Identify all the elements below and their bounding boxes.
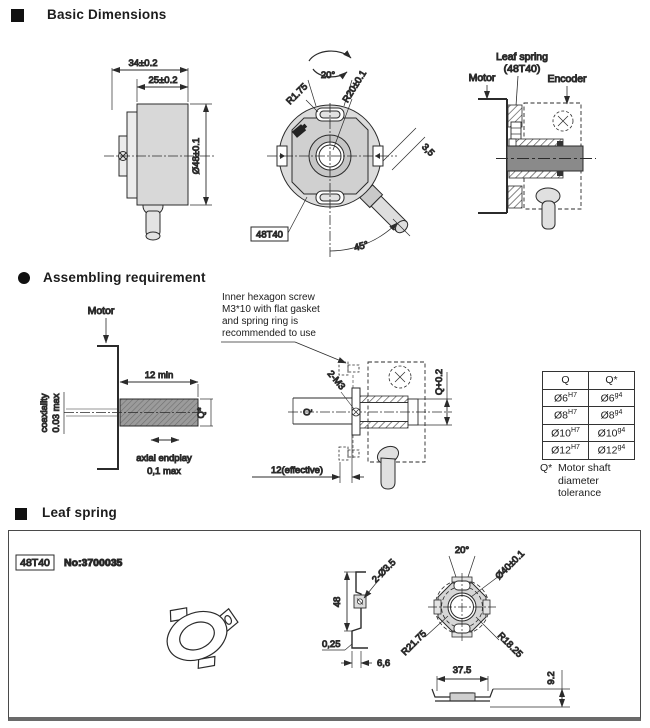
leaf-dim-dia: Ø40±0.1	[493, 548, 527, 582]
front-view-drawing	[251, 51, 436, 258]
leaf-part-no: No:3700035	[64, 557, 123, 569]
cell-q-6: $Ø6^{H7}$	[543, 389, 589, 407]
table-row	[543, 389, 635, 407]
note-line-2: M3*10 with flat gasket	[222, 304, 320, 315]
cell-q-10: $Ø10^{H7}$	[543, 424, 589, 442]
dim-2m3: 2-M3	[324, 368, 348, 393]
note-line-1: Inner hexagon screw	[222, 292, 315, 303]
dim-12min: 12 min	[144, 370, 174, 381]
dim-r175: R1.75	[284, 81, 311, 108]
label-encoder: Encoder	[547, 73, 587, 85]
dim-thickness: 0,25	[322, 639, 341, 650]
leaf-spring-frame	[8, 530, 641, 721]
dim-effective: 12(effective)	[270, 465, 324, 476]
label-motor: Motor	[468, 72, 496, 84]
dim-width-375: 37.5	[452, 665, 472, 676]
dim-offset: 6,6	[377, 658, 391, 669]
table-row	[543, 407, 635, 425]
label-endplay: axial endplay	[136, 453, 192, 464]
label-endplay-value: 0,1 max	[147, 466, 181, 477]
dim-q-fit: Q+0.2	[434, 368, 445, 396]
dim-dia48: Ø48±0.1	[191, 137, 202, 175]
table-note-line3: tolerance	[558, 487, 602, 499]
dim-48: 48	[332, 596, 343, 608]
cell-q-8: $Ø8^{H7}$	[543, 407, 589, 425]
table-header-row	[543, 372, 635, 390]
label-leaf-spring-2: (48T40)	[503, 63, 541, 75]
cell-qstar-10: $Ø10^{g4}$	[589, 424, 635, 442]
table-header-q: Q	[543, 372, 589, 390]
table-row	[543, 424, 635, 442]
note-line-3: and spring ring is	[222, 316, 299, 327]
label-coaxiality: coaxiality	[39, 393, 50, 433]
leaf-dim-r-inner: R18.25	[495, 630, 525, 660]
leaf-dim-r-outer: R21.75	[399, 628, 429, 658]
dim-34: 34±0.2	[128, 58, 158, 69]
dim-cable-35: 3,5	[419, 141, 437, 159]
section-title-assembling: Assembling requirement	[43, 270, 206, 285]
cell-q-12: $Ø12^{H7}$	[543, 442, 589, 460]
dim-angle-20: 20°	[320, 70, 336, 81]
cell-qstar-6: $Ø6^{g4}$	[589, 389, 635, 407]
tag-48t40-leaf: 48T40	[20, 557, 50, 569]
note-line-4: recommended to use	[222, 328, 316, 339]
shaft-tolerance-table	[542, 371, 635, 460]
section-bullet-dot	[18, 272, 30, 284]
assembling-middle-drawing	[221, 342, 452, 489]
section-title-basic: Basic Dimensions	[47, 7, 167, 22]
cell-qstar-8: $Ø8^{g4}$	[589, 407, 635, 425]
assembling-left-drawing	[39, 305, 213, 477]
table-header-qstar: Q*	[589, 372, 635, 390]
table-note-line1: Motor shaft	[558, 462, 611, 474]
table-note-symbol: Q*	[540, 462, 553, 474]
dim-25: 25±0.2	[148, 75, 178, 86]
table-note	[540, 462, 611, 500]
dim-r20: R20±0.1	[340, 68, 370, 105]
assembly-view-drawing	[469, 51, 596, 229]
dim-depth-92: 9.2	[546, 671, 557, 685]
label-coaxiality-value: 0.03 max	[51, 393, 62, 433]
dim-angle-45: 45°	[352, 239, 370, 254]
leaf-dim-angle: 20°	[454, 545, 470, 556]
section-bullet-square-1	[11, 9, 24, 22]
dim-q: Q	[302, 408, 313, 416]
label-leaf-spring-1: Leaf spring	[496, 51, 548, 63]
section-bullet-square-2	[15, 508, 27, 520]
label-motor-2: Motor	[87, 305, 115, 317]
side-view-drawing	[104, 58, 214, 240]
cell-qstar-12: $Ø12^{g4}$	[589, 442, 635, 460]
tag-48t40-front: 48T40	[256, 229, 283, 241]
assembly-note	[222, 292, 362, 340]
dim-qstar: Q*	[196, 407, 207, 419]
dim-holes: 2-Ø3.5	[370, 557, 399, 586]
section-title-leaf: Leaf spring	[42, 505, 117, 520]
table-note-line2: diameter	[558, 474, 599, 487]
table-row	[543, 442, 635, 460]
